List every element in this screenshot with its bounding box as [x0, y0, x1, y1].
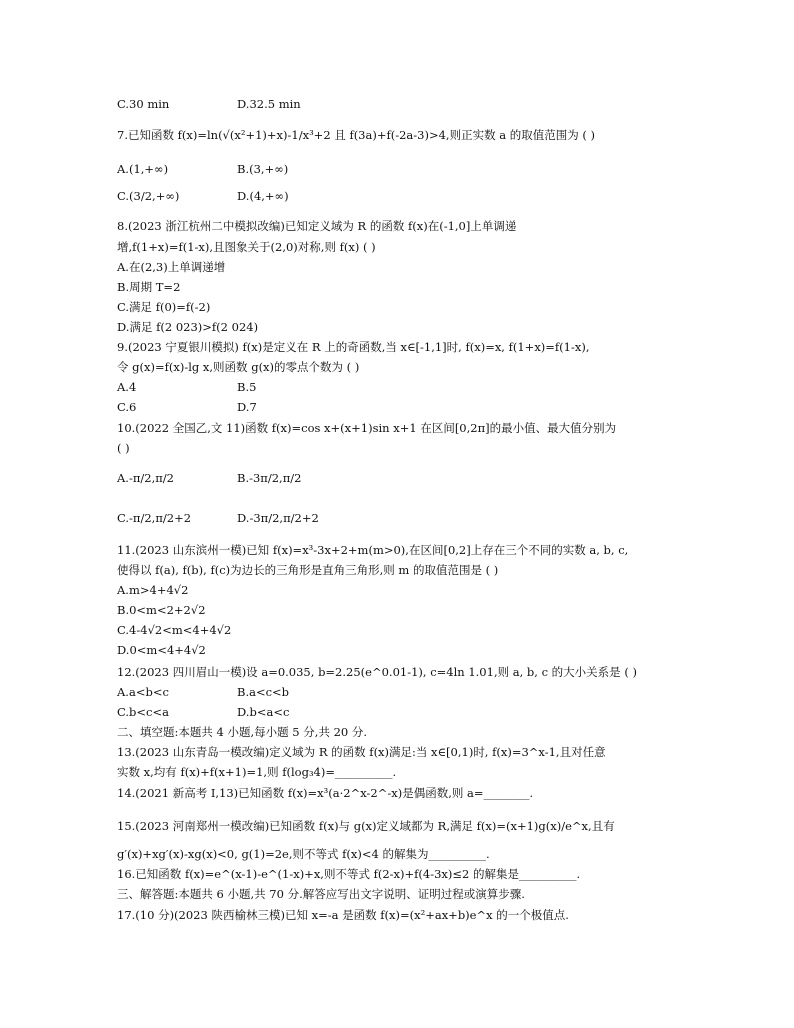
q16-stem: 16.已知函数 f(x)=e^(x-1)-e^(1-x)+x,则不等式 f(2-x)+f(4-3x)≤2 的解集是__________. — [117, 867, 581, 881]
q15-stem-line1: 15.(2023 河南郑州一模改编)已知函数 f(x)与 g(x)定义域都为 R,满足 f(x)=(x+1)g(x)/e^x,且有 — [117, 819, 615, 833]
q9-stem-line1: 9.(2023 宁夏银川模拟) f(x)是定义在 R 上的奇函数,当 x∈[-1,1]时, f(x)=x, f(1+x)=f(1-x), — [117, 340, 590, 354]
q9-option-a: A.4 — [117, 380, 137, 394]
q9-option-d: D.7 — [237, 400, 257, 414]
q10-stem-line2: ( ) — [117, 441, 130, 455]
q14-stem: 14.(2021 新高考 Ⅰ,13)已知函数 f(x)=x³(a·2^x-2^-x)是偶函数,则 a=________. — [117, 786, 534, 800]
q13-stem-line2: 实数 x,均有 f(x)+f(x+1)=1,则 f(log₃4)=__________. — [117, 765, 397, 779]
q10-option-d: D.-3π/2,π/2+2 — [237, 511, 319, 525]
q8-option-c: C.满足 f(0)=f(-2) — [117, 300, 211, 314]
q11-option-b: B.0<m<2+2√2 — [117, 603, 206, 617]
q10-option-b: B.-3π/2,π/2 — [237, 471, 302, 485]
q13-stem-line1: 13.(2023 山东青岛一模改编)定义域为 R 的函数 f(x)满足:当 x∈[0,1)时, f(x)=3^x-1,且对任意 — [117, 745, 606, 759]
q7-option-c: C.(3/2,+∞) — [117, 189, 180, 203]
q12-stem: 12.(2023 四川眉山一模)设 a=0.035, b=2.25(e^0.01-1), c=4ln 1.01,则 a, b, c 的大小关系是 ( ) — [117, 665, 637, 679]
q10-option-a: A.-π/2,π/2 — [117, 471, 175, 485]
q12-option-b: B.a<c<b — [237, 685, 290, 699]
q7-option-a: A.(1,+∞) — [117, 162, 169, 176]
q11-option-d: D.0<m<4+4√2 — [117, 643, 206, 657]
section-fill-in-heading: 二、填空题:本题共 4 小题,每小题 5 分,共 20 分. — [117, 725, 368, 739]
q12-option-c: C.b<c<a — [117, 705, 169, 719]
q15-stem-line2: g′(x)+xg′(x)-xg(x)<0, g(1)=2e,则不等式 f(x)<4 的解集为__________. — [117, 847, 490, 861]
q7-stem: 7.已知函数 f(x)=ln(√(x²+1)+x)-1/x³+2 且 f(3a)+f(-2a-3)>4,则正实数 a 的取值范围为 ( ) — [117, 128, 596, 142]
q8-stem-line1: 8.(2023 浙江杭州二中模拟改编)已知定义域为 R 的函数 f(x)在(-1,0]上单调递 — [117, 219, 517, 233]
q8-option-b: B.周期 T=2 — [117, 280, 181, 294]
q8-option-d: D.满足 f(2 023)>f(2 024) — [117, 320, 259, 334]
q9-stem-line2: 令 g(x)=f(x)-lg x,则函数 g(x)的零点个数为 ( ) — [117, 360, 360, 374]
q10-option-c: C.-π/2,π/2+2 — [117, 511, 192, 525]
q11-stem-line1: 11.(2023 山东滨州一模)已知 f(x)=x³-3x+2+m(m>0),在区间[0,2]上存在三个不同的实数 a, b, c, — [117, 543, 629, 557]
q12-option-a: A.a<b<c — [117, 685, 169, 699]
q7-option-d: D.(4,+∞) — [237, 189, 289, 203]
q8-stem-line2: 增,f(1+x)=f(1-x),且图象关于(2,0)对称,则 f(x) ( ) — [117, 240, 376, 254]
q12-option-d: D.b<a<c — [237, 705, 290, 719]
q6-option-d: D.32.5 min — [237, 97, 301, 111]
q17-stem: 17.(10 分)(2023 陕西榆林三模)已知 x=-a 是函数 f(x)=(x²+ax+b)e^x 的一个极值点. — [117, 908, 569, 922]
section-solution-heading: 三、解答题:本题共 6 小题,共 70 分.解答应写出文字说明、证明过程或演算步骤. — [117, 887, 525, 901]
q8-option-a: A.在(2,3)上单调递增 — [117, 260, 226, 274]
q9-option-c: C.6 — [117, 400, 137, 414]
q11-stem-line2: 使得以 f(a), f(b), f(c)为边长的三角形是直角三角形,则 m 的取值范围是 ( ) — [117, 563, 499, 577]
q9-option-b: B.5 — [237, 380, 257, 394]
q10-stem-line1: 10.(2022 全国乙,文 11)函数 f(x)=cos x+(x+1)sin x+1 在区间[0,2π]的最小值、最大值分别为 — [117, 421, 617, 435]
q11-option-a: A.m>4+4√2 — [117, 583, 189, 597]
q6-option-c: C.30 min — [117, 97, 170, 111]
q7-option-b: B.(3,+∞) — [237, 162, 289, 176]
q11-option-c: C.4-4√2<m<4+4√2 — [117, 623, 232, 637]
